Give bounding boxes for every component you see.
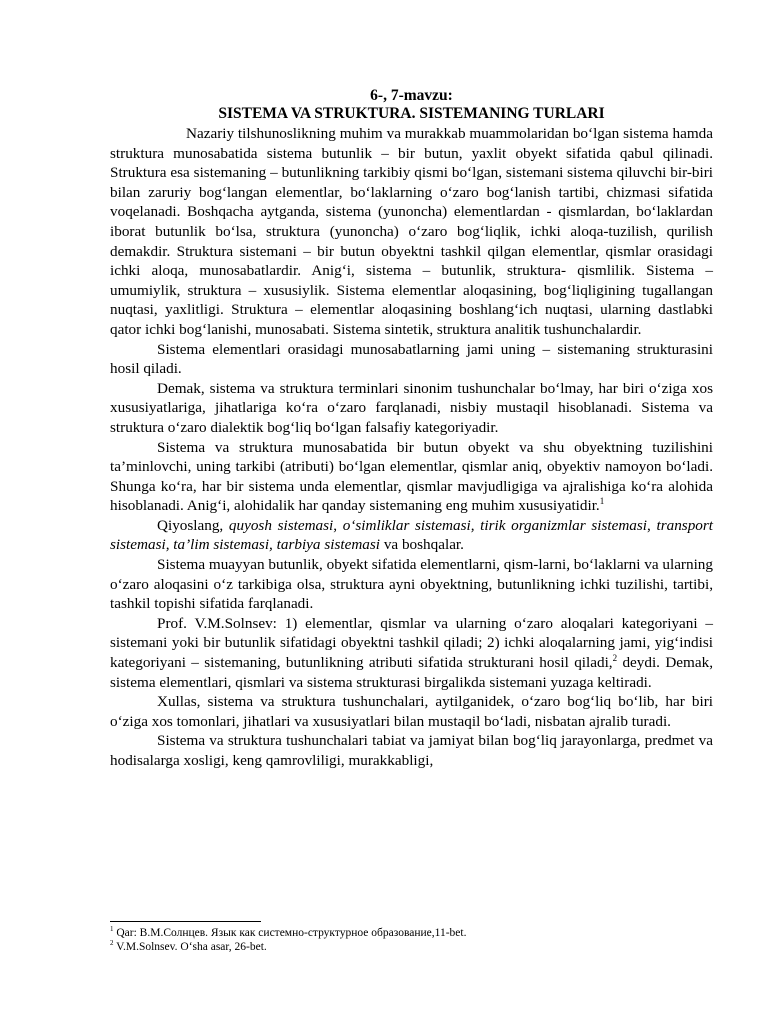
paragraph-5 bbox=[110, 516, 713, 555]
paragraph-7 bbox=[110, 614, 713, 692]
paragraph-9: Sistema va struktura tushunchalari tabiat va jamiyat bilan bog‘liq jarayonlarga, predmet va hodisalarga xosligi, keng qamrovliligi, murakkabligi, bbox=[110, 732, 713, 769]
paragraph-7-text: Prof. V.M.Solnsev: 1) elementlar, qismlar va ularning o‘zaro aloqalari kategoriyani – sistemani yoki bir butunlik sifatidagi obyektni tashkil qiladi; 2) ichki aloqalarning jami, yig‘indisi kategoriyani – sistemaning, butunlikning atributi sifatida strukturani hosil qiladi, bbox=[110, 614, 713, 672]
paragraph-1: Nazariy tilshunoslikning muhim va murakkab muammolaridan bo‘lgan sistema hamda struktura munosabatida sistema butunlik – bir butun, yaxlit obyekt sifatida qabul qilinadi. Struktura esa sistemaning – butunlikning tarkibiy qismi bo‘lgan, sistemani sistema qiluvchi bir-biri bilan zaruriy bog‘langan elementlar, bo‘laklarning o‘zaro bog‘lanish tartibi, chizmasi sifatida voqelanadi. Boshqacha aytganda, sistema (yunoncha) elementlardan - qismlardan, bo‘laklardan iborat butunlik bo‘lsa, struktura (yunoncha) o‘zaro bog‘liqlik, ichki aloqa-tuzilish, qurilish demakdir. Struktura sistemani – bir butun obyektni tashkil qilgan elementlar, qismlar orasidagi ichki aloqa, munosabatlardir. Anig‘i, sistema – butunlik, struktura- qismlilik. Sistema – umumiylik, struktura – xususiylik. Sistema elementlar aloqasining, bog‘liqligining tugallangan nuqtasi, yaxlitligi. Struktura – elementlar aloqasining boshlang‘ich nuqtasi, ularning dastlabki qator ichki bog‘lanishi, munosabati. Sistema sintetik, struktura analitik tushunchalardir. bbox=[110, 125, 713, 338]
footnotes bbox=[110, 926, 713, 954]
paragraph-5-tail: va boshqalar. bbox=[380, 536, 464, 554]
paragraph-8: Xullas, sistema va struktura tushunchalari, aytilganidek, o‘zaro bog‘liq bo‘lib, har biri o‘ziga xos tomonlari, jihatlari va xususiyatlari bilan mustaqil bo‘ladi, nisbatan ajralib turadi. bbox=[110, 693, 713, 730]
separator: , bbox=[647, 516, 657, 534]
footnote-2-number: 2 bbox=[110, 939, 114, 948]
paragraph-2: Sistema elementlari orasidagi munosabatlarning jami uning – sistemaning strukturasini hosil qiladi. bbox=[110, 340, 713, 378]
footnote-2 bbox=[110, 940, 713, 954]
footnote-1-text: Qar: В.М.Солнцев. Язык как системно-структурное образование,11-bet. bbox=[113, 927, 467, 939]
footnote-ref-2[interactable]: 2 bbox=[612, 652, 618, 663]
example-plant-systems: o‘simliklar sistemasi, tirik organizmlar sistemasi bbox=[342, 516, 648, 534]
paragraph-4-text: Sistema va struktura munosabatida bir butun obyekt va shu obyektning tuzilishini ta’minlovchi, uning tarkibi (atributi) bo‘lgan elementlar, qismlar aniq, obyektiv namoyon bo‘ladi. Shunga ko‘ra, har bir sistema unda elementlar, qismlar mavjudligiga va ajralishiga ko‘ra alohida hisoblanadi. Anig‘i, alohidalik har qanday sistemaning eng muhim xususiyatidir. bbox=[110, 438, 713, 515]
lecture-number: 6-, 7-mavzu: bbox=[370, 87, 453, 104]
paragraph-5-lead: Qiyoslang, bbox=[157, 516, 229, 534]
footnote-2-text: V.M.Solnsev. O‘sha asar, 26-bet. bbox=[113, 941, 267, 953]
page-title: SISTEMA VA STRUKTURA. SISTEMANING TURLARI bbox=[218, 105, 605, 122]
paragraph-3: Demak, sistema va struktura terminlari sinonim tushunchalar bo‘lmay, har biri o‘ziga xos xususiyatlariga, jihatlariga ko‘ra o‘zaro farqlanadi, nisbiy mustaqil hisoblanadi. Sistema va struktura o‘zaro dialektik bog‘liq bo‘lgan falsafiy kategoriyadir. bbox=[110, 379, 713, 436]
paragraph-7-tail: deydi. Demak, sistema elementlari, qismlari va sistema strukturasi birgalikda sistemani yuzaga keltiradi. bbox=[110, 654, 713, 691]
footnote-1 bbox=[110, 926, 713, 940]
example-solar-system: quyosh sistemasi bbox=[228, 516, 334, 534]
paragraph-6: Sistema muayyan butunlik, obyekt sifatida elementlarni, qism-larni, bo‘laklarni va ularning o‘zaro aloqasini o‘z tarkibiga olsa, struktura ayni obyektning, butunlikning ichki tuzilishi, tartibi, tashkil topishi sifatida farqlanadi. bbox=[110, 556, 713, 613]
example-social-systems: transport sistemasi, ta’lim sistemasi, tarbiya sistemasi bbox=[110, 516, 714, 554]
paragraph-4 bbox=[110, 438, 713, 516]
footnote-1-number: 1 bbox=[110, 925, 114, 934]
footnote-ref-1[interactable]: 1 bbox=[599, 496, 605, 507]
footnote-divider bbox=[110, 921, 261, 922]
document-body bbox=[110, 124, 713, 771]
document-page bbox=[110, 87, 713, 771]
separator: , bbox=[333, 516, 343, 534]
